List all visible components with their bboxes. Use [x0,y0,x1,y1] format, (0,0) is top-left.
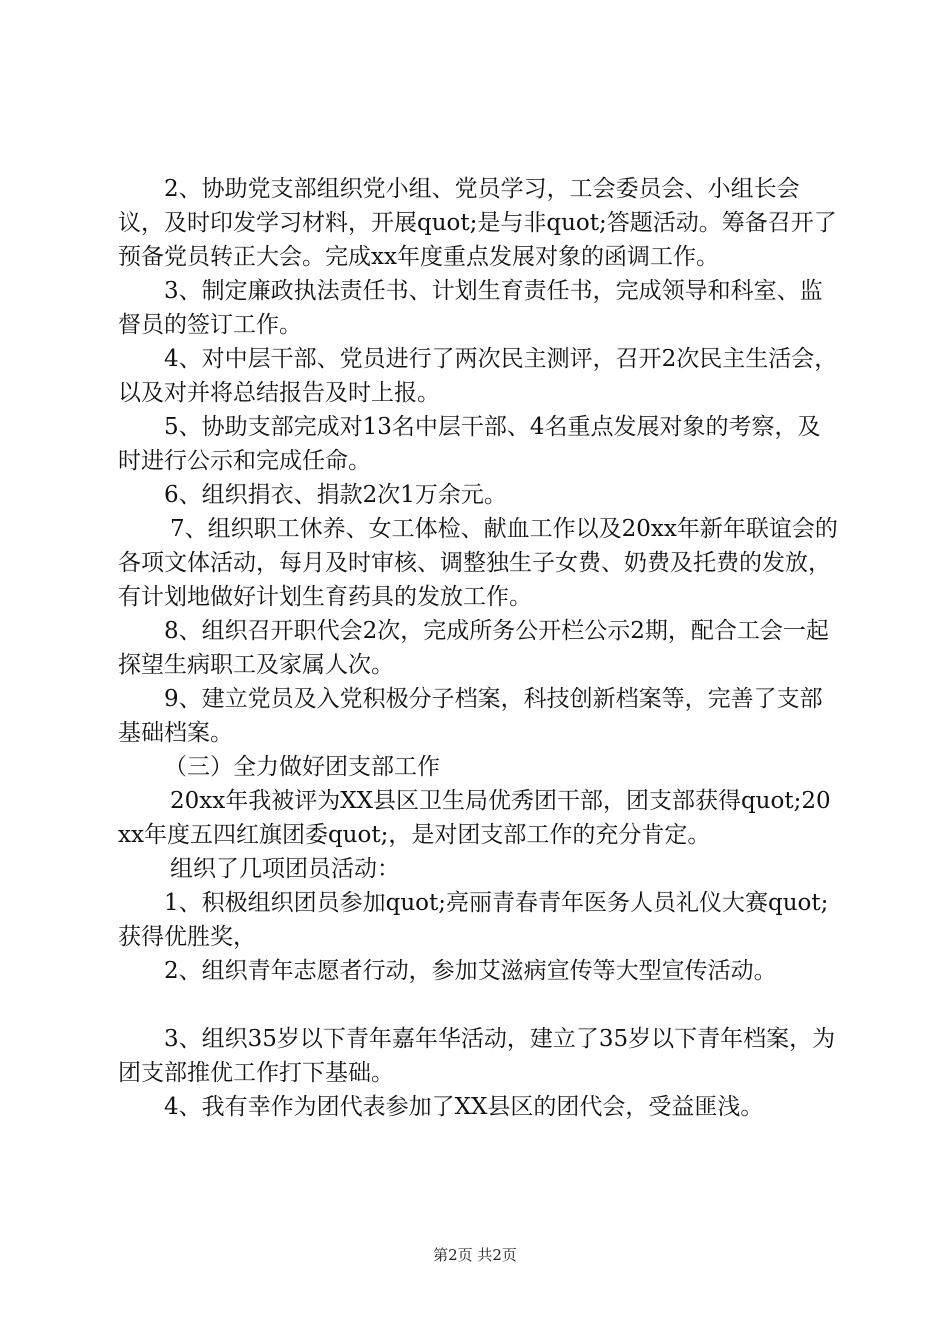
page-footer: 第2页 共2页 [433,1246,517,1264]
activity-item-3: 3、组织35岁以下青年嘉年华活动，建立了35岁以下青年档案，为团支部推优工作打下基础。 [118,1026,836,1086]
activity-item-2: 2、组织青年志愿者行动，参加艾滋病宣传等大型宣传活动。 [164,958,777,984]
paragraph-activities-intro: 组织了几项团员活动： [170,856,400,882]
section-heading-youth-league: （三）全力做好团支部工作 [164,754,440,780]
paragraph-item-3: 3、制定廉政执法责任书、计划生育责任书，完成领导和科室、监督员的签订工作。 [118,278,823,338]
paragraph-item-8: 8、组织召开职代会2次，完成所务公开栏公示2期，配合工会一起探望生病职工及家属人次。 [118,618,829,678]
activity-item-4: 4、我有幸作为团代表参加了XX县区的团代会，受益匪浅。 [164,1094,764,1120]
paragraph-award: 20xx年我被评为XX县区卫生局优秀团干部，团支部获得quot;20xx年度五四红旗团委quot;，是对团支部工作的充分肯定。 [118,788,831,848]
activity-item-1: 1、积极组织团员参加quot;亮丽青春青年医务人员礼仪大赛quot;获得优胜奖， [118,890,829,950]
blank-line [118,988,838,1022]
document-body [118,172,838,1124]
paragraph-item-6: 6、组织捐衣、捐款2次1万余元。 [164,482,507,508]
paragraph-item-5: 5、协助支部完成对13名中层干部、4名重点发展对象的考察，及时进行公示和完成任命。 [118,414,821,474]
paragraph-item-7: 7、组织职工休养、女工体检、献血工作以及20xx年新年联谊会的各项文体活动，每月及时审核、调整独生子女费、奶费及托费的发放，有计划地做好计划生育药具的发放工作。 [118,516,838,610]
paragraph-item-2: 2、协助党支部组织党小组、党员学习，工会委员会、小组长会议，及时印发学习材料，开展quot;是与非quot;答题活动。筹备召开了预备党员转正大会。完成xx年度重点发展对象的函调工作。 [118,176,837,270]
paragraph-item-4: 4、对中层干部、党员进行了两次民主测评，召开2次民主生活会，以及对并将总结报告及时上报。 [118,346,838,406]
paragraph-item-9: 9、建立党员及入党积极分子档案，科技创新档案等，完善了支部基础档案。 [118,686,823,746]
